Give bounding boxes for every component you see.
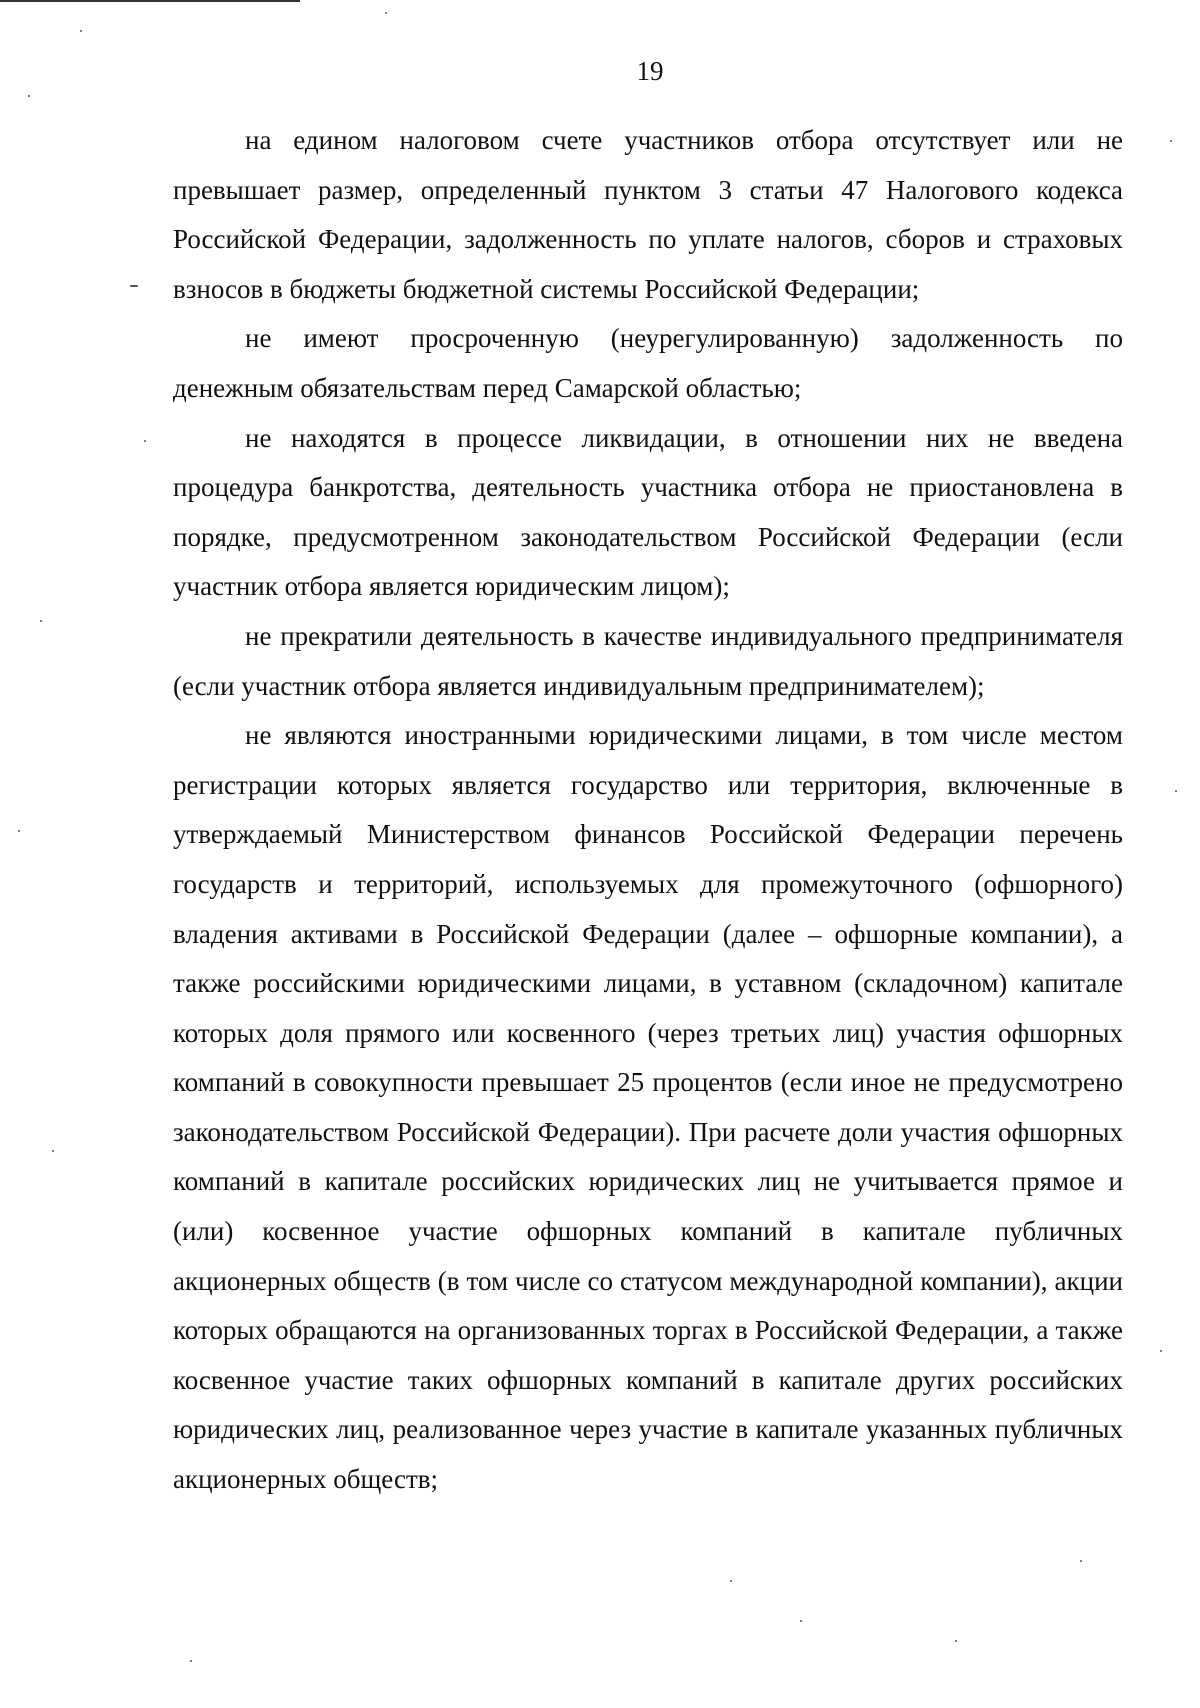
scan-speck xyxy=(1160,1350,1162,1352)
scan-speck xyxy=(385,12,387,14)
scan-speck xyxy=(40,620,42,622)
scan-speck xyxy=(730,1580,732,1582)
scan-speck xyxy=(800,1620,802,1622)
scan-speck xyxy=(144,440,146,442)
paragraph: не прекратили деятельность в качестве индивидуального предпринимателя (если участник отбора является индивидуальным предпринимателем); xyxy=(173,620,1123,701)
scan-speck xyxy=(18,830,20,832)
scan-speck xyxy=(955,1640,957,1642)
paragraph: не являются иностранными юридическими лицами, в том числе местом регистрации которых является государство или территория, включенные в утверждаемый Министерством финансов Российской Федерации перечень государств и территорий, используемых для промежуточного (офшорного) владения активами в Российской Федерации (далее – офшорные компании), а также российскими юридическими лицами, в уставном (складочном) капитале которых доля прямого или косвенного (через третьих лиц) участия офшорных компаний в совокупности превышает 25 процентов (если иное не предусмотрено законодательством Российской Федерации). При расчете доли участия офшорных компаний в капитале российских юридических лиц не учитывается прямое и (или) косвенное участие офшорных компаний в капитале публичных акционерных обществ (в том числе со статусом международной компании), акции которых обращаются на организованных торгах в Российской Федерации, а также косвенное участие таких офшорных компаний в капитале других российских юридических лиц, реализованное через участие в капитале указанных публичных акционерных обществ; xyxy=(173,720,1123,1495)
scan-speck xyxy=(1175,790,1177,792)
paragraph: не находятся в процессе ликвидации, в отношении них не введена процедура банкротства, деятельность участника отбора не приостановлена в порядке, предусмотренном законодательством Российской Федерации (если участник отбора является юридическим лицом); xyxy=(173,422,1123,602)
scan-speck xyxy=(28,95,30,97)
paragraph: не имеют просроченную (неурегулированную) задолженность по денежным обязательствам перед Самарской областью; xyxy=(173,323,1123,403)
paragraph: на едином налоговом счете участников отбора отсутствует или не превышает размер, определенный пунктом 3 статьи 47 Налогового кодекса Российской Федерации, задолженность по уплате налогов, сборов и страховых взносов в бюджеты бюджетной системы Российской Федерации; xyxy=(173,125,1123,304)
body-text xyxy=(173,116,1123,1505)
scan-speck xyxy=(190,1660,192,1662)
scan-speck xyxy=(52,1150,54,1152)
scan-edge-mark xyxy=(0,0,300,2)
page-number: 19 xyxy=(636,56,664,86)
scan-speck xyxy=(1170,140,1172,142)
scan-speck xyxy=(1080,1560,1082,1562)
scan-speck xyxy=(130,285,138,287)
scan-speck xyxy=(80,30,82,32)
